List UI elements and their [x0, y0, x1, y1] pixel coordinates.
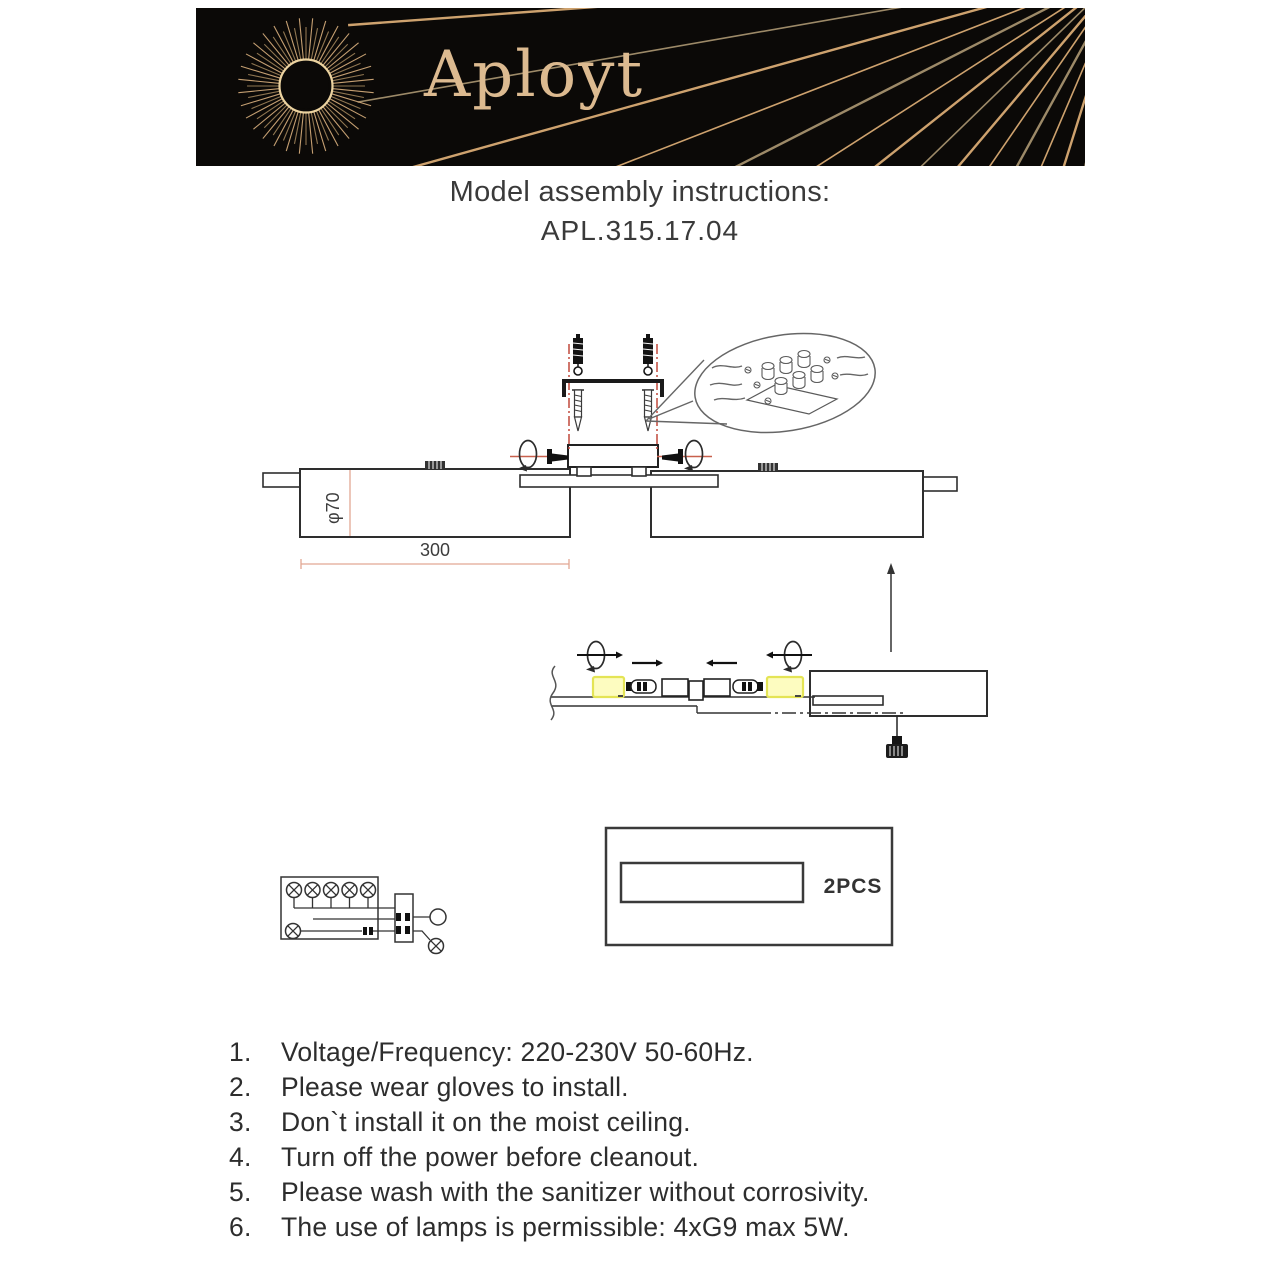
- terminal-icon: [780, 357, 792, 374]
- item-number: 3.: [229, 1107, 252, 1137]
- item-text: Voltage/Frequency: 220-230V 50-60Hz.: [281, 1037, 754, 1067]
- mounting-screw-icon: [642, 390, 654, 431]
- connector: [363, 927, 367, 935]
- glass-tube: [810, 671, 987, 716]
- item-text: The use of lamps is permissible: 4xG9 max 5W.: [281, 1212, 850, 1242]
- mounting-screw-icon: [572, 390, 584, 431]
- lamp-symbol-icon: [305, 883, 320, 898]
- terminal-icon: [811, 366, 823, 383]
- lamp-symbol-icon: [429, 939, 444, 954]
- item-text: Please wear gloves to install.: [281, 1072, 629, 1102]
- right-end-tab: [923, 477, 957, 491]
- terminal-screw-icon: [745, 367, 751, 373]
- left-knurled-screw-icon: [425, 461, 445, 469]
- rotate-arrow-icon: [586, 642, 605, 673]
- break-line: [550, 666, 556, 720]
- instruction-item: [229, 1177, 870, 1212]
- slide-tube-arrow-icon: [887, 563, 895, 652]
- package-quantity-label: 2PCS: [823, 875, 883, 898]
- terminal-screw-icon: [832, 373, 838, 379]
- lamp-symbol-icon: [361, 883, 376, 898]
- spare-tube-outline: [621, 863, 803, 902]
- item-text: Don`t install it on the moist ceiling.: [281, 1107, 691, 1137]
- terminal-icon: [798, 351, 810, 368]
- item-number: 2.: [229, 1072, 252, 1102]
- end-knob-icon: [886, 716, 908, 758]
- item-number: 5.: [229, 1177, 252, 1207]
- coupling: [662, 679, 688, 696]
- g9-socket-highlight: [593, 677, 624, 697]
- instruction-item: [229, 1107, 870, 1142]
- instruction-item: [229, 1037, 870, 1072]
- width-dimension-label: 300: [419, 540, 451, 560]
- step2-lamp-install-drawing: [550, 563, 987, 758]
- item-number: 6.: [229, 1212, 252, 1242]
- mounting-plate: [520, 475, 718, 487]
- terminal-screw-icon: [824, 357, 830, 363]
- package-contents-box: [606, 828, 892, 945]
- assembly-diagram: [225, 300, 1065, 980]
- g9-bulb-icon: [733, 680, 763, 693]
- canopy-foot: [632, 467, 646, 476]
- terminal-screw-icon: [765, 398, 771, 404]
- canopy-foot: [577, 467, 591, 476]
- lamp-symbol-icon: [324, 883, 339, 898]
- right-knurled-screw-icon: [758, 463, 778, 471]
- insert-arrow-icon: [632, 660, 663, 667]
- side-screw-icon: [678, 449, 683, 464]
- item-text: Turn off the power before cleanout.: [281, 1142, 700, 1172]
- sunburst-logo-icon: [226, 8, 386, 166]
- wall-anchor-icon: [643, 334, 653, 375]
- page-title: Model assembly instructions:: [449, 176, 831, 208]
- insert-arrow-icon: [706, 660, 737, 667]
- mains-symbol: [430, 909, 446, 925]
- terminal-icon: [775, 378, 787, 395]
- g9-socket-highlight: [767, 677, 803, 697]
- item-number: 4.: [229, 1142, 252, 1172]
- lamp-symbol-icon: [286, 924, 301, 939]
- left-end-tab: [263, 473, 300, 487]
- ceiling-canopy: [568, 445, 658, 467]
- terminal-icon: [762, 363, 774, 380]
- lamp-symbol-icon: [342, 883, 357, 898]
- instruction-item: [229, 1212, 870, 1247]
- coupling: [704, 679, 730, 696]
- arm-slot: [813, 696, 883, 705]
- brand-banner: [196, 8, 1085, 166]
- step1-mounting-drawing: [263, 321, 957, 569]
- title-block: [0, 176, 1280, 247]
- model-number: APL.315.17.04: [540, 215, 740, 246]
- diameter-dimension-label: φ70: [323, 492, 343, 524]
- terminal-icon: [793, 372, 805, 389]
- wall-anchor-icon: [573, 334, 583, 375]
- brand-name: Aployt: [424, 38, 645, 112]
- instruction-item: [229, 1142, 870, 1177]
- terminal-block-callout: [646, 321, 882, 444]
- wiring-diagram: [281, 877, 446, 954]
- coupling-post: [689, 681, 703, 700]
- item-text: Please wash with the sanitizer without corrosivity.: [281, 1177, 870, 1207]
- lamp-symbol-icon: [287, 883, 302, 898]
- side-screw-icon: [547, 449, 552, 464]
- item-number: 1.: [229, 1037, 252, 1067]
- rotate-arrow-icon: [783, 642, 802, 673]
- instruction-item: [229, 1072, 870, 1107]
- g9-bulb-icon: [626, 680, 656, 693]
- terminal-screw-icon: [754, 382, 760, 388]
- instruction-list: [229, 1037, 870, 1247]
